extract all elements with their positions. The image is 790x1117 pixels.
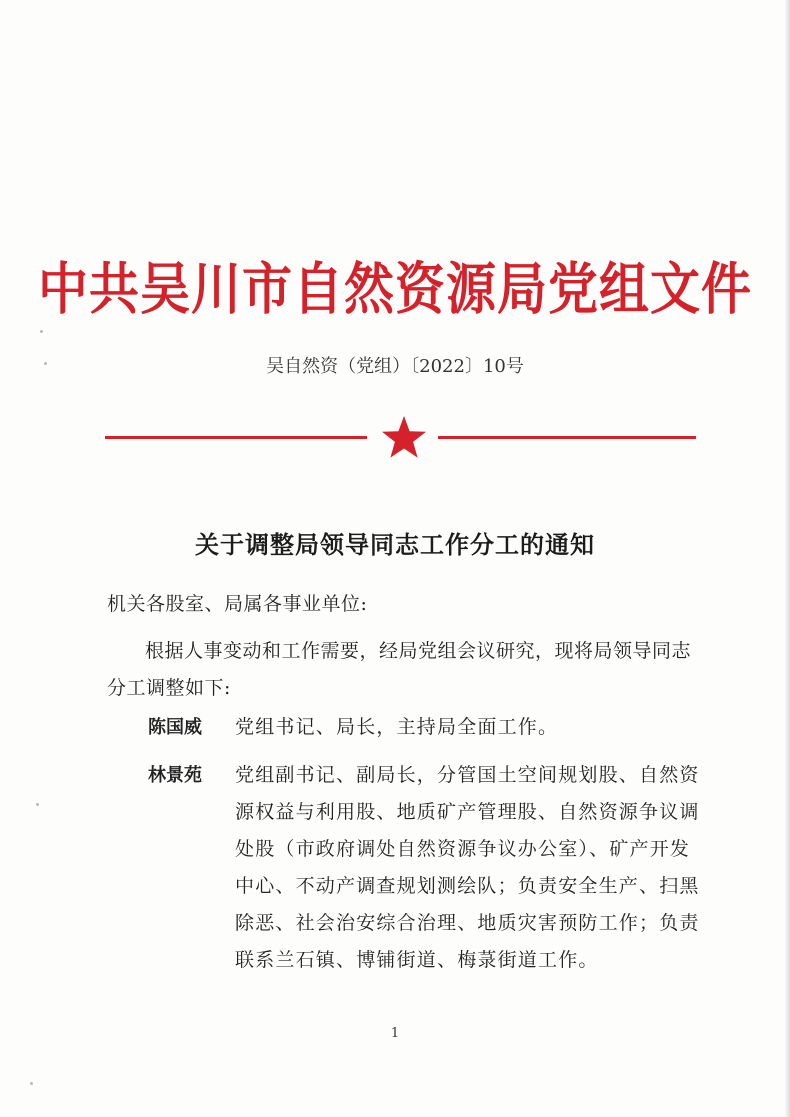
addressee: 机关各股室、局属各事业单位: (107, 593, 368, 615)
leader-duty: 党组书记、局长，主持局全面工作。 (235, 716, 559, 738)
intro-paragraph: 根据人事变动和工作需要，经局党组会议研究，现将局领导同志分工调整如下: (107, 640, 692, 699)
leader-name: 陈国威 (148, 717, 202, 738)
document-number: 吴自然资（党组）〔2022〕10号 (266, 356, 524, 377)
red-divider-left (105, 436, 367, 439)
leader-duty: 党组副书记、副局长，分管国土空间规划股、自然资源权益与利用股、地质矿产管理股、自然资源争议调处股（市政府调处自然资源争议办公室）、矿产开发中心、不动产调查规划测绘队；负责安全生产、扫黑除恶、社会治安综合治理、地质灾害预防工作；负责联系兰石镇、博铺街道、梅菉街道工作。 (235, 764, 700, 971)
red-divider-right (438, 436, 696, 439)
scan-speck (36, 803, 39, 806)
scan-speck (30, 1082, 33, 1085)
scan-speck (40, 330, 43, 333)
red-star-icon (380, 413, 428, 461)
issuer-title: 中共吴川市自然资源局党组文件 (38, 255, 752, 322)
notice-title: 关于调整局领导同志工作分工的通知 (195, 529, 595, 559)
leader-name: 林景苑 (148, 765, 202, 786)
page-number: 1 (390, 1026, 400, 1041)
